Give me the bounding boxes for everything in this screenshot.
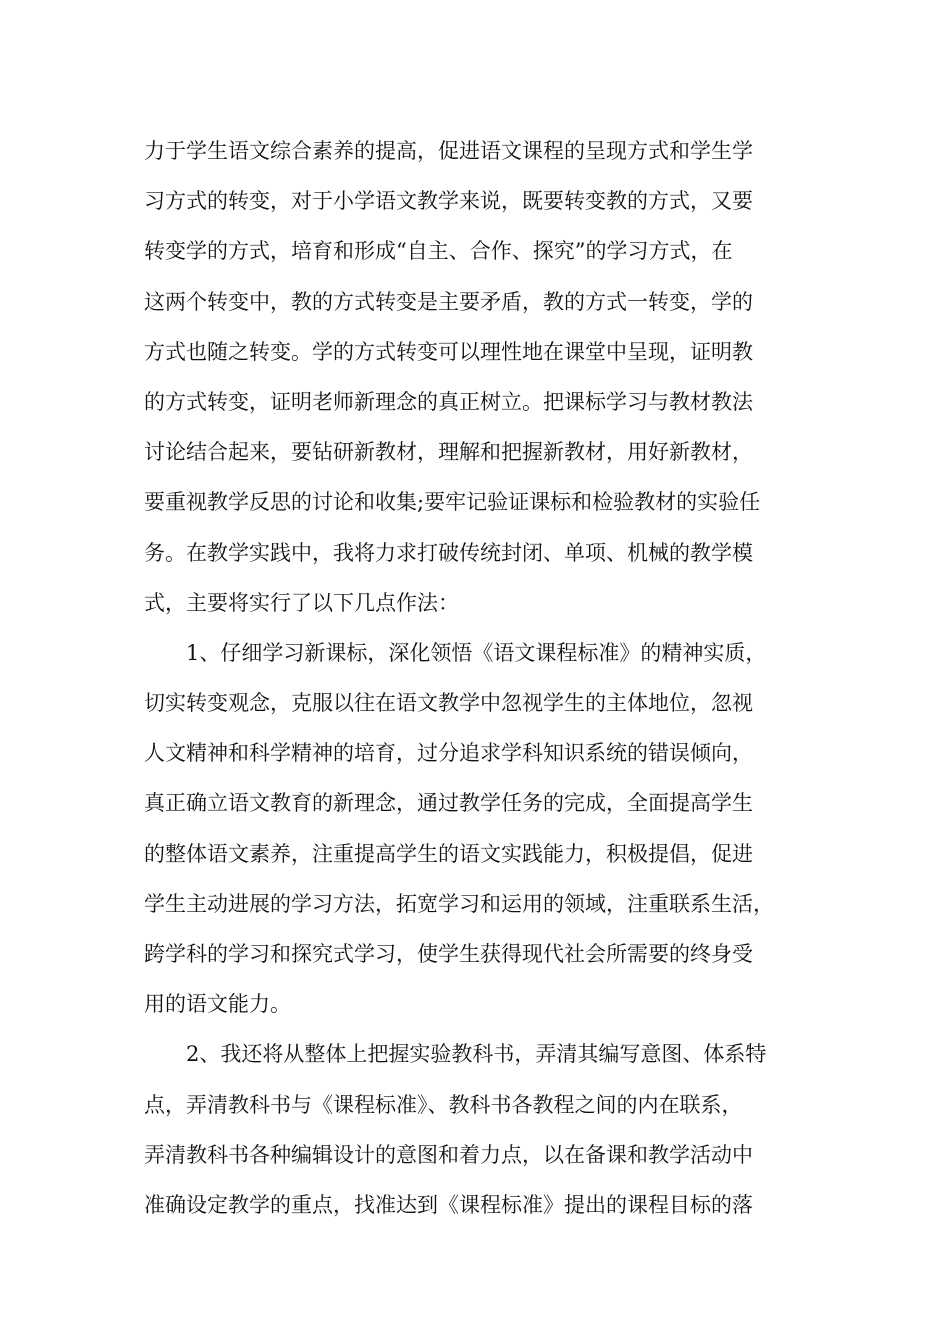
text-line: 弄清教科书各种编辑设计的意图和着力点，以在备课和教学活动中 [144, 1142, 753, 1167]
text-line: 式，主要将实行了以下几点作法： [144, 590, 459, 615]
text-line: 讨论结合起来，要钻研新教材，理解和把握新教材，用好新教材， [144, 440, 753, 465]
text-line: 准确设定教学的重点，找准达到《课程标准》提出的课程目标的落 [144, 1192, 753, 1217]
text-line: 的方式转变，证明老师新理念的真正树立。把课标学习与教材教法 [144, 389, 753, 414]
text-line: 人文精神和科学精神的培育，过分追求学科知识系统的错误倾向， [144, 741, 753, 766]
text-line: 务。在教学实践中，我将力求打破传统封闭、单项、机械的教学模 [144, 540, 753, 565]
text-line: 力于学生语文综合素养的提高，促进语文课程的呈现方式和学生学 [144, 139, 753, 163]
text-line: 点，弄清教科书与《课程标准》、教科书各教程之间的内在联系， [144, 1092, 743, 1117]
text-line: 跨学科的学习和探究式学习，使学生获得现代社会所需要的终身受 [144, 942, 753, 966]
paragraph-1-start: 1、仔细学习新课标，深化领悟《语文课程标准》的精神实质， [186, 640, 767, 665]
text-line: 要重视教学反思的讨论和收集;要牢记验证课标和检验教材的实验任 [144, 490, 761, 515]
text-line: 习方式的转变，对于小学语文教学来说，既要转变教的方式，又要 [144, 189, 753, 214]
text-line: 转变学的方式，培育和形成“自主、合作、探究”的学习方式，在 [144, 239, 733, 264]
text-line: 用的语文能力。 [144, 992, 291, 1017]
text-line: 切实转变观念，克服以往在语文教学中忽视学生的主体地位，忽视 [144, 691, 753, 716]
document-body [144, 126, 824, 1230]
text-line: 学生主动进展的学习方法，拓宽学习和运用的领域，注重联系生活， [144, 891, 774, 916]
text-line: 方式也随之转变。学的方式转变可以理性地在课堂中呈现，证明教 [144, 339, 753, 364]
text-line: 的整体语文素养，注重提高学生的语文实践能力，积极提倡，促进 [144, 841, 753, 866]
text-line: 这两个转变中，教的方式转变是主要矛盾，教的方式一转变，学的 [144, 289, 753, 314]
text-line: 真正确立语文教育的新理念，通过教学任务的完成，全面提高学生 [144, 791, 753, 816]
paragraph-2-start: 2、我还将从整体上把握实验教科书，弄清其编写意图、体系特 [186, 1042, 767, 1067]
